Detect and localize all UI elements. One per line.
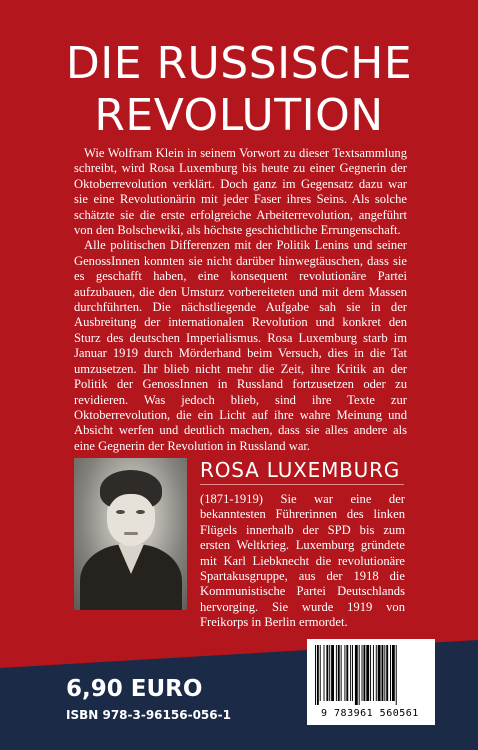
description-paragraph-2: Alle politischen Differenzen mit der Politik Lenins und seiner GenossInnen konnten sie nicht darüber hinwegtäuschen, dass sie es geschafft haben, eine konsequent revolutionäre Partei aufzubauen, die den Umsturz vorbereiteten und mit dem Massen durchführten. Die nächstliegende Aufgabe sah sie in der Ausbreitung der internationalen Revolution und konkret den Sturz des deutschen Imperialismus. Rosa Luxemburg starb im Januar 1919 durch Mörderhand beim Versuch, dies in die Tat umzusetzen. Ihr blieb nicht mehr die Zeit, ihre Kritik an der Politik der GenossInnen in Russland fortzusetzen oder zu revidieren. Was jedoch blieb, sind ihre Texte zur Oktoberrevolution, die ein Licht auf ihre wahre Meinung und Absicht werfen und deutlich machen, dass sie alles andere als eine Gegnerin der Revolution in Russland war. (74, 238, 407, 453)
barcode-digits: 9 783961 560561 (321, 708, 419, 719)
author-bio: (1871-1919) Sie war eine der bekanntesten Führerinnen des linken Flügels innerhalb der SPD bis zum ersten Weltkrieg. Luxemburg gründete mit Karl Liebknecht die revolutionäre Spartakusgruppe, aus der 1918 die Kommunistische Partei Deutschlands hervorging. Sie wurde 1919 von Freikorps in Berlin ermordet. (200, 492, 405, 630)
barcode-bars (315, 645, 427, 705)
isbn: ISBN 978-3-96156-056-1 (66, 708, 231, 722)
author-portrait (74, 458, 187, 610)
description-paragraph-1: Wie Wolfram Klein in seinem Vorwort zu dieser Textsammlung schreibt, wird Rosa Luxemburg bis heute zu einer Gegnerin der Oktoberrevolution verklärt. Doch ganz im Gegensatz dazu war sie eine Revolutionärin mit jeder Faser ihres Seins. Als solche schätzte sie die erste erfolgreiche Arbeiterrevolution, angeführt von den Bolschewiki, als höchste geschichtliche Errungenschaft. (74, 146, 407, 238)
description (74, 146, 407, 454)
author-divider (200, 484, 404, 485)
barcode (307, 639, 435, 725)
title-line-2: REVOLUTION (94, 90, 384, 141)
book-title (0, 38, 478, 142)
title-line-1: DIE RUSSISCHE (65, 38, 413, 89)
price: 6,90 EURO (66, 676, 203, 702)
author-name: ROSA LUXEMBURG (200, 458, 401, 482)
